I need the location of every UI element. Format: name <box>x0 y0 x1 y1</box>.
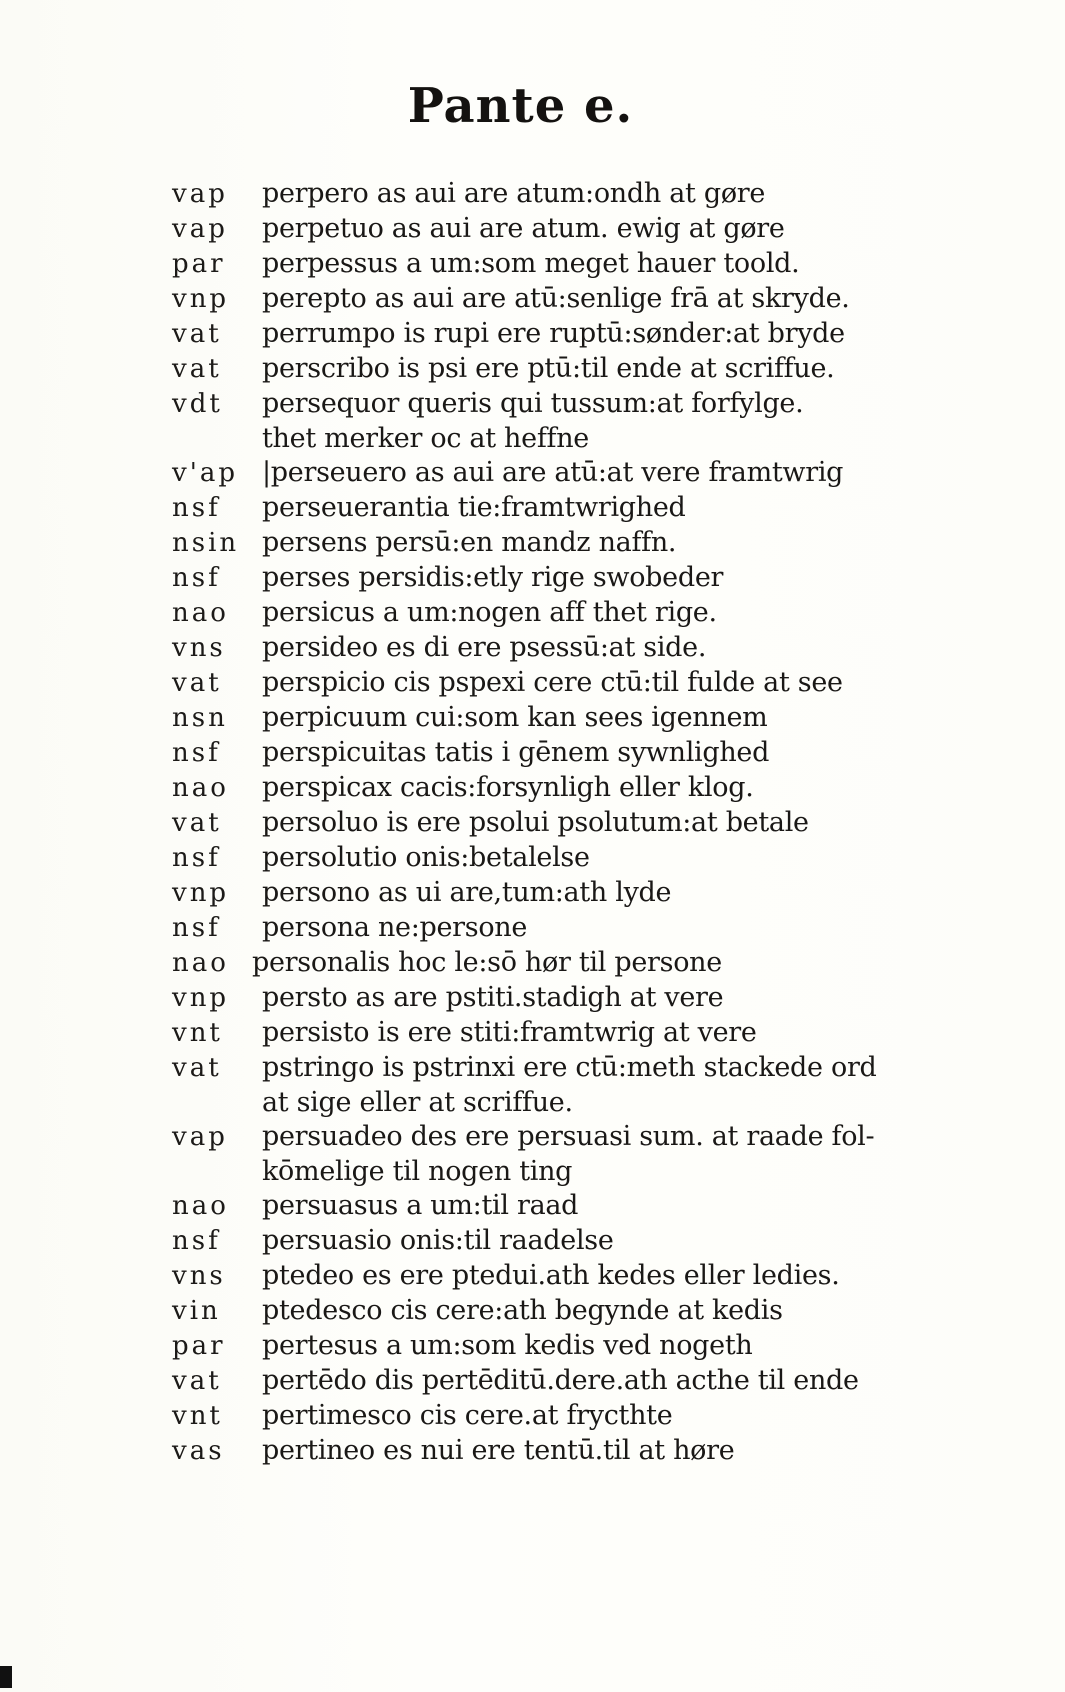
grammar-code: nsf <box>172 1226 221 1256</box>
dictionary-entry <box>172 945 932 980</box>
dictionary-entry <box>172 910 932 945</box>
entry-text: perpicuum cui:som kan sees igennem <box>262 702 768 733</box>
entry-text: at sige eller at scriffue. <box>262 1087 573 1118</box>
grammar-code: nsf <box>172 738 221 768</box>
entry-text: persuadeo des ere persuasi sum. at raade fol- <box>262 1121 875 1152</box>
grammar-code: par <box>172 1331 226 1361</box>
grammar-code: nao <box>172 598 229 628</box>
scan-edge-mark <box>0 1666 12 1688</box>
entry-text: persideo es di ere psessū:at side. <box>262 632 707 663</box>
dictionary-entry <box>172 735 932 770</box>
dictionary-entry-continuation <box>172 1085 932 1119</box>
dictionary-entry <box>172 316 932 351</box>
page-header <box>0 78 1065 134</box>
entry-text: persuasus a um:til raad <box>262 1190 579 1221</box>
entry-text: persono as ui are,tum:ath lyde <box>262 877 672 908</box>
entry-text: pertineo es nui ere tentū.til at høre <box>262 1435 735 1466</box>
dictionary-entry <box>172 1293 932 1328</box>
grammar-code: vnp <box>172 284 230 314</box>
grammar-code: nao <box>172 773 229 803</box>
grammar-code: vat <box>172 354 222 384</box>
dictionary-entry <box>172 1433 932 1468</box>
grammar-code: vap <box>172 179 228 209</box>
entry-text: persens persū:en mandz naffn. <box>262 527 677 558</box>
entry-text: perpetuo as aui are atum. ewig at gøre <box>262 213 785 244</box>
entry-text: persuasio onis:til raadelse <box>262 1225 614 1256</box>
dictionary-entry <box>172 700 932 735</box>
grammar-code: vas <box>172 1436 225 1466</box>
entry-text: perepto as aui are atū:senlige frā at skryde. <box>262 283 850 314</box>
grammar-code: nao <box>172 1191 229 1221</box>
entry-text: personalis hoc le:sō hør til persone <box>252 947 722 978</box>
dictionary-entry-continuation <box>172 1154 932 1188</box>
dictionary-entry <box>172 630 932 665</box>
grammar-code: vns <box>172 633 226 663</box>
dictionary-entry <box>172 560 932 595</box>
entry-text: perspicax cacis:forsynligh eller klog. <box>262 772 754 803</box>
entry-text: pstringo is pstrinxi ere ctū:meth stackede ord <box>262 1052 877 1083</box>
entry-text: perspicuitas tatis i gēnem sywnlighed <box>262 737 770 768</box>
dictionary-entry <box>172 875 932 910</box>
entry-text: persto as are pstiti.stadigh at vere <box>262 982 724 1013</box>
dictionary-entry <box>172 770 932 805</box>
grammar-code: nsin <box>172 528 240 558</box>
entry-text: perpessus a um:som meget hauer toold. <box>262 248 800 279</box>
entry-text: ptedesco cis cere:ath begynde at kedis <box>262 1295 783 1326</box>
entry-text: perspicio cis pspexi cere ctū:til fulde at see <box>262 667 843 698</box>
entry-text: persequor queris qui tussum:at forfylge. <box>262 388 804 419</box>
grammar-code: vnp <box>172 983 230 1013</box>
dictionary-entry <box>172 281 932 316</box>
grammar-code: v'ap <box>172 458 238 488</box>
grammar-code: vat <box>172 1366 222 1396</box>
dictionary-entry <box>172 176 932 211</box>
entry-text: persoluo is ere psolui psolutum:at betale <box>262 807 809 838</box>
grammar-code: nsf <box>172 563 221 593</box>
dictionary-entry <box>172 1398 932 1433</box>
dictionary-entry <box>172 1328 932 1363</box>
grammar-code: vat <box>172 1053 222 1083</box>
grammar-code: vat <box>172 668 222 698</box>
entry-text: perseuerantia tie:framtwrighed <box>262 492 686 523</box>
entry-text: persisto is ere stiti:framtwrig at vere <box>262 1017 757 1048</box>
entry-text: pertesus a um:som kedis ved nogeth <box>262 1330 753 1361</box>
dictionary-entry <box>172 1119 932 1154</box>
dictionary-entry <box>172 1223 932 1258</box>
grammar-code: vnt <box>172 1018 223 1048</box>
entry-text: ptedeo es ere ptedui.ath kedes eller ledies. <box>262 1260 840 1291</box>
entry-text: persolutio onis:betalelse <box>262 842 590 873</box>
grammar-code: par <box>172 249 226 279</box>
entry-text: perses persidis:etly rige swobeder <box>262 562 724 593</box>
grammar-code: nao <box>172 948 229 978</box>
entry-text: kōmelige til nogen ting <box>262 1156 573 1187</box>
dictionary-entry <box>172 351 932 386</box>
grammar-code: vdt <box>172 389 223 419</box>
dictionary-entry <box>172 246 932 281</box>
dictionary-entry <box>172 595 932 630</box>
dictionary-entry <box>172 386 932 421</box>
grammar-code: vin <box>172 1296 221 1326</box>
grammar-code: vat <box>172 808 222 838</box>
entry-text: pertimesco cis cere.at frycthte <box>262 1400 673 1431</box>
grammar-code: nsf <box>172 493 221 523</box>
entry-text: |perseuero as aui are atū:at vere framtwrig <box>262 457 844 488</box>
grammar-code: vns <box>172 1261 226 1291</box>
dictionary-entry <box>172 1015 932 1050</box>
dictionary-entry <box>172 1050 932 1085</box>
dictionary-entry <box>172 805 932 840</box>
dictionary-entry <box>172 211 932 246</box>
dictionary-entry <box>172 490 932 525</box>
grammar-code: vat <box>172 319 222 349</box>
entry-text: perscribo is psi ere ptū:til ende at scriffue. <box>262 353 835 384</box>
entry-text: perrumpo is rupi ere ruptū:sønder:at bryde <box>262 318 845 349</box>
entry-text: pertēdo dis pertēditū.dere.ath acthe til ende <box>262 1365 859 1396</box>
page-title: Pante e. <box>407 78 634 134</box>
dictionary-entry-continuation <box>172 421 932 455</box>
entry-text: persona ne:persone <box>262 912 528 943</box>
grammar-code: nsf <box>172 843 221 873</box>
entry-text: perpero as aui are atum:ondh at gøre <box>262 178 766 209</box>
dictionary-entry <box>172 665 932 700</box>
grammar-code: vap <box>172 214 228 244</box>
grammar-code: nsn <box>172 703 228 733</box>
grammar-code: vnp <box>172 878 230 908</box>
dictionary-entry <box>172 1258 932 1293</box>
dictionary-entry <box>172 980 932 1015</box>
grammar-code: vnt <box>172 1401 223 1431</box>
dictionary-entry <box>172 525 932 560</box>
dictionary-entry <box>172 1363 932 1398</box>
dictionary-entries <box>172 176 932 1468</box>
entry-text: thet merker oc at heffne <box>262 423 589 454</box>
dictionary-entry <box>172 1188 932 1223</box>
dictionary-entry <box>172 840 932 875</box>
dictionary-entry <box>172 455 932 490</box>
grammar-code: vap <box>172 1122 228 1152</box>
grammar-code: nsf <box>172 913 221 943</box>
entry-text: persicus a um:nogen aff thet rige. <box>262 597 717 628</box>
